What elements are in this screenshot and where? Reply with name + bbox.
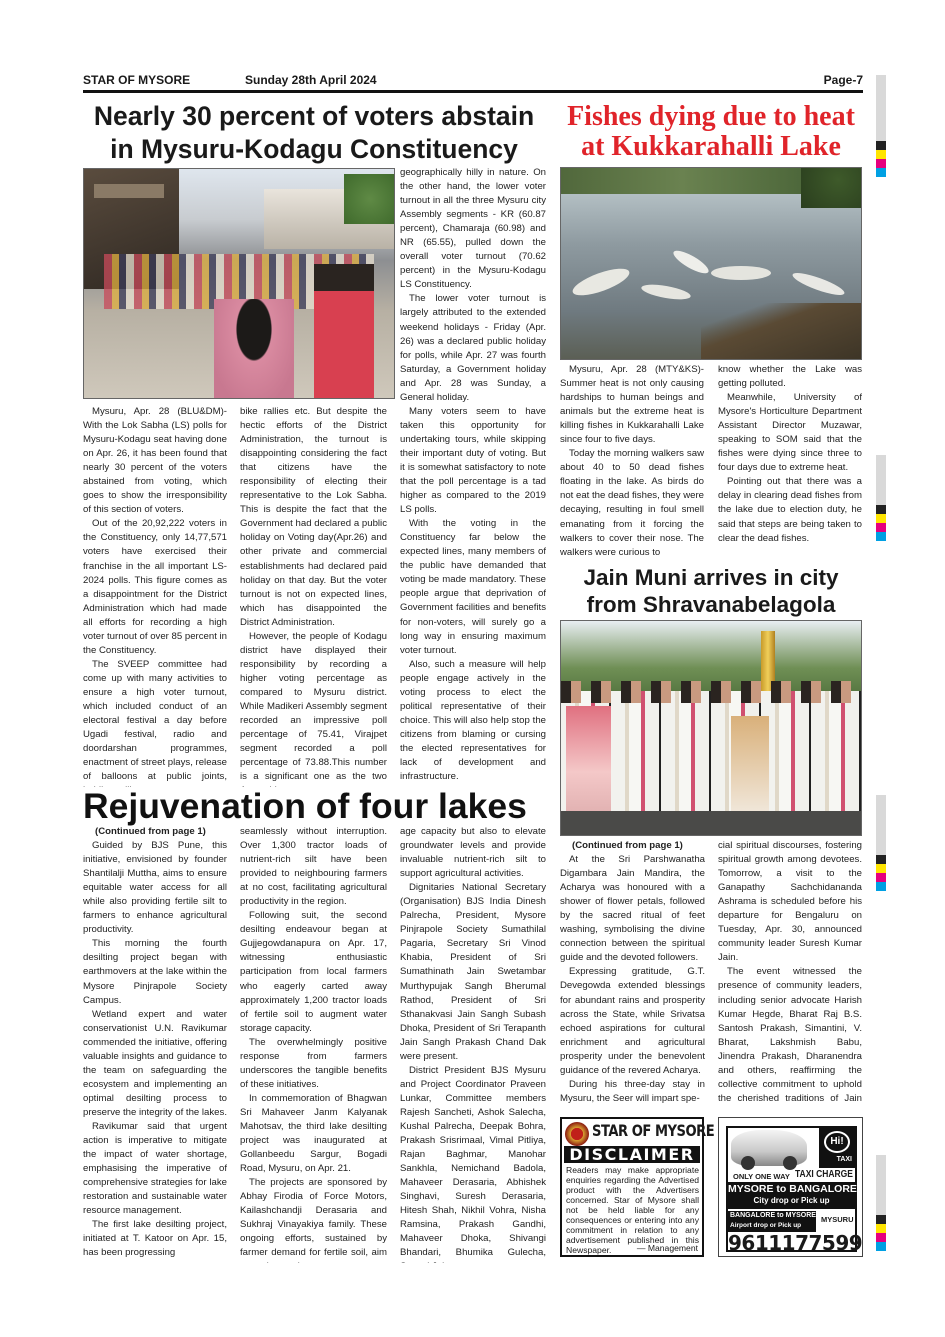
headline-line: Jain Muni arrives in city: [583, 565, 839, 590]
paragraph: cial spiritual discourses, fostering spiritual growth among devotees. Tomorrow, a visit to the Ganapathy Sachchidananda Ashrama is scheduled before his departure for Bengaluru on Tuesday, Apr. 30, announced community leader Suresh Kumar Jain.: [718, 840, 862, 964]
headline-fishes: [556, 102, 866, 162]
city-text: MYSURU: [821, 1215, 854, 1224]
paragraph: Ravikumar said that urgent action is imperative to mitigate the impact of water shortage, emphasising the imperative of comprehensive strategies for lake restoration and sustainable water resource management.: [83, 1120, 227, 1217]
hi-logo-text: Hi!: [824, 1131, 850, 1153]
lakes-column-2: [240, 825, 387, 1263]
lakes-column-3: [400, 825, 546, 1263]
ad-body: Readers may make appropriate enquiries regarding the Advertised product with the Advertisers concerned. Star of Mysore shall not be held liable for any consequences or entering into any commitment in relation to any advertisement published in this Newspaper.: [566, 1165, 699, 1255]
headline-line: Fishes dying due to heat: [567, 101, 855, 132]
paragraph: Today the morning walkers saw about 40 to 50 dead fishes floating in the lake. As birds do not eat the dead fishes, they were decaying, resulting in foul smell emanating from it forcing the walkers to cover their nose. The walkers were curious to: [560, 448, 704, 558]
paragraph: During his three-day stay in Mysuru, the Seer will impart spe-: [560, 1078, 705, 1104]
disclaimer-ad: [560, 1117, 715, 1257]
paragraph: In commemoration of Bhagwan Sri Mahaveer Janm Kalyanak Mahotsav, the third lake desilting project was inaugurated at Gollanbeedu Sargur, Bogadi Road, Mysuru, on Apr. 21.: [240, 1092, 387, 1175]
paragraph: know whether the Lake was getting polluted.: [718, 364, 862, 390]
paragraph: The projects are sponsored by Abhay Firodia of Force Motors, Kailashchandji Derasaria and Sukhraj Vinayakiya family. These ongoing efforts, sustained by farmer demand for fertile soil, aim: [240, 1177, 387, 1259]
paragraph: The first lake desilting project, initiated at T. Katoor on Apr. 15, has been progressing: [83, 1219, 227, 1259]
ad-signoff: — Management: [636, 1243, 698, 1253]
fishes-column-1: [560, 363, 704, 561]
paragraph: The lower voter turnout is largely attributed to the extended weekend holidays - Friday (Apr. 26) was a declared public holiday for polls, while Apr. 27 was fourth Saturday, a Government holiday and Apr. 28 was Sunday, a General holiday.: [400, 293, 546, 403]
paragraph: Meanwhile, University of Mysore's Horticulture Department Assistant Director Muzawar, speaking to SOM said that the fishes were dying since three to four days due to extreme heat.: [718, 392, 862, 474]
headline-line: in Mysuru-Kodagu Constituency: [110, 134, 518, 164]
lakes-paragraphs: [83, 839, 227, 1260]
paragraph: Expressing gratitude, G.T. Devegowda extended blessings for abundant rains and prosperity across the State, while Srivatsa echoed aspirations for cultural enrichment and agricultural prosperity under the benevolent guidance of the revered Acharya.: [560, 966, 705, 1076]
paper-name: STAR OF MYSORE: [83, 73, 191, 87]
taxi-ad: [718, 1117, 863, 1257]
paragraph: age capacity but also to elevate groundwater levels and provide invaluable nutrient-rich silt to support agricultural activities.: [400, 826, 546, 880]
registration-strip: [876, 1155, 886, 1251]
route-bangalore-mysore: [728, 1211, 816, 1232]
issue-date: Sunday 28th April 2024: [245, 73, 377, 87]
paragraph: However, the people of Kodagu district have displayed their responsibility by recording a higher voting percentage as compared to Mysuru district. While Madikeri Assembly segment recorded an impressive poll percentage of 75.41, Virajpet segment recorded a poll percentage of 73.88.This number is a significant one as the two: [240, 630, 387, 783]
paragraph: Also, such a measure will help people engage actively in the voting process to elect the political representative of their choice. This will also help stop the citizens from blaming or cursing the elected representatives for lack of development and infrastructure.: [400, 658, 546, 783]
paragraph: The event witnessed the presence of community leaders, including senior advocate Harish Kumar Hegde, Bharat Raj B.S. Santosh Prakash, Simantini, V. Bharat, Lakshmish Babu, Jinendra Prakash, Dharanendra and others, reaffirming the collective commitment to uphold the cherished traditions of Jain: [718, 966, 862, 1104]
masthead: [83, 73, 863, 91]
route-mysore-bangalore: [728, 1182, 855, 1209]
phone-number[interactable]: 9611177599: [728, 1231, 863, 1255]
paragraph: Mysuru, Apr. 28 (BLU&DM)- With the Lok Sabha (LS) polls for Mysuru-Kodagu seat having done on Apr. 26, it has been found that nearly 30 percent of the voters abstained from voting, which goes to show the irresponsibility of this section of voters.: [83, 406, 227, 516]
paragraph: Dignitaries National Secretary (Organisation) BJS India Dinesh Palrecha, President, Mysore Pinjrapole Society Sumathilal Pagaria, Secretary Sri Vinod Khabia, President of Sri Sumathinath Jain Swetambar Murthypujak Sangh Bherumal Rathod, President of Sri Sthanakvasi Jain Sangh Subash Dhoka, President of Sri Terapanth Jain Sangh Prakash Chand Dak were present.: [400, 882, 546, 1062]
continued-note: (Continued from page 1): [95, 826, 206, 837]
paragraph: Following suit, the second desilting endeavour began at Gujjegowdanapura on Apr. 17, witnessing enthusiastic participation from local farmers who eagerly carted away approximately 1,200 tractor loads of fertile soil to augment water storage capacity.: [240, 910, 387, 1034]
route1-text: MYSORE to BANGALORE: [728, 1183, 857, 1195]
voters-column-2: [240, 405, 387, 787]
car-icon: [731, 1130, 807, 1166]
taxi-logo-text: TAXI: [836, 1156, 852, 1163]
headline-voters: [80, 100, 548, 166]
registration-strip: [876, 75, 886, 177]
fishes-column-2: [718, 363, 862, 561]
registration-strip: [876, 455, 886, 541]
route2-sub-text: Airport drop or Pick up: [730, 1222, 802, 1229]
headline-line: Nearly 30 percent of voters abstain: [93, 101, 535, 131]
paragraph: District President BJS Mysuru and Project Coordinator Praveen Lunkar, Committee members Rajesh Sancheti, Ashok Salecha, Kushal Palrecha, Deepak Bohra, Prakash Srisrimaal, Vimal Pitliya, Rajan Baghmar, Manohar Sankhla, Nemichand Badola, Mahaveer Derasaria, Abhishek Singhavi, Suresh Derasaria, Hitesh Shah, Nikhil Vohra, Nisha Ramsina, Prakash Gandhi, Mahaveer Dhoka, Shivangi Bhandari, Bhumika Gulecha,: [400, 1064, 546, 1259]
paragraph: Pointing out that there was a delay in clearing dead fishes from the lake due to election duty, he said that steps are being taken to clear the dead fishes.: [718, 476, 862, 544]
headline-line: from Shravanabelagola: [586, 592, 836, 617]
paragraph: With the voting in the Constituency far below the expected lines, many members of the public have demanded that voting be made mandatory. These people argue that deprivation of Government facilities and benefits for non-voters, will surely go a long way in ensuring maximum voter turnout.: [400, 518, 546, 656]
star-of-mysore-emblem-icon: [565, 1122, 589, 1146]
route1-sub-text: City drop or Pick up: [753, 1196, 830, 1205]
registration-strip: [876, 795, 886, 891]
paragraph: Out of the 20,92,222 voters in the Constituency, only 14,77,571 voters have exercised their franchise in the all important LS-2024 polls. This figure comes as a disappointment for the District Administration which had made all efforts for recording a high voter turnout of over 85 percent in the Constituency.: [83, 518, 227, 656]
headline-jain: [556, 564, 866, 618]
paragraph: Wetland expert and water conservationist U.N. Ravikumar commended the initiative, offering valuable insights and guidance to the team on safeguarding the ecosystem and implementing an optimal desilting process to preserve the integrity of the lakes.: [83, 1008, 227, 1118]
masthead-rule: [83, 90, 863, 93]
voters-column-3: [400, 166, 546, 787]
paragraph: This morning the fourth desilting project began with earthmovers at the lake within the Mysore Pinjrapole Society Campus.: [83, 938, 227, 1006]
paragraph: At the Sri Parshwanatha Digambara Jain Mandira, the Acharya was honoured with a shower of flower petals, followed by the sacred ritual of feet washing, symbolising the divine connection between the spiritual guide and the devoted followers.: [560, 854, 705, 964]
paragraph: bike rallies etc. But despite the hectic efforts of the District Administration, the turnout is disappointing considering the fact that citizens have the responsibility of electing their representative to the Lok Sabha. This is despite the fact that the Government had declared a public holiday on Voting day(Apr.26) and other private and commercial establishments had declared paid holiday on that day. But the voter turnout is not on expected lines, which has disappointed the District Administration.: [240, 406, 387, 628]
jain-paragraphs: [560, 853, 705, 1106]
lakes-column-1: [83, 825, 227, 1263]
one-way-text: ONLY ONE WAY: [733, 1172, 790, 1181]
paragraph: geographically hilly in nature. On the other hand, the lower voter turnout in all the three Mysuru city Assembly segments - KR (60.87 percent), Chamaraja (60.98) and NR (65.55), pulled down the overall voter turnout (70.62 percent) in the Mysuru-Kodagu LS Constituency.: [400, 167, 546, 291]
taxi-charge-text: TAXI CHARGE: [795, 1169, 853, 1180]
jain-column-1: [560, 839, 705, 1107]
paragraph: Many voters seem to have taken this opportunity for undertaking tours, while skipping their important duty of voting. But it is somewhat satisfactory to note that the poll percentage is a tad higher as compared to the 2019 LS polls.: [400, 405, 546, 516]
photo-dead-fishes-lake: [560, 167, 862, 360]
paragraph: Guided by BJS Pune, this initiative, envisioned by founder Shantilalji Muttha, aims to ensure equitable water access for all while also providing fertile silt to farmers to enhance agricultural productivity.: [83, 840, 227, 936]
paragraph: seamlessly without interruption. Over 1,300 tractor loads of nutrient-rich silt have been provided to neighbouring farmers at no cost, facilitating agricultural productivity in the region.: [240, 826, 387, 908]
paragraph: The overwhelmingly positive response from farmers underscores the tangible benefits of these initiatives.: [240, 1036, 387, 1090]
photo-voters-queue: [83, 168, 395, 399]
continued-note: (Continued from page 1): [572, 840, 683, 851]
ad-brand: STAR OF MYSORE: [592, 1121, 715, 1140]
headline-lakes: Rejuvenation of four lakes: [83, 786, 527, 826]
paragraph: Mysuru, Apr. 28 (MTY&KS)- Summer heat is not only causing hardships to human beings and animals but the extreme heat is killing fishes in Kukkarahalli Lake since four to five days.: [560, 364, 704, 446]
jain-column-2: [718, 839, 862, 1107]
paragraph: The SVEEP committee had come up with many activities to ensure a high voter turnout, which included conduct of an electoral festival a day before Ugadi festival, radio and doordarshan programmes, enactment of street plays, release of balloons at public joints,: [83, 658, 227, 783]
page-number: Page-7: [823, 73, 863, 87]
headline-line: at Kukkarahalli Lake: [581, 131, 841, 162]
route2-text: BANGALORE to MYSORE: [730, 1212, 816, 1219]
ad-title: DISCLAIMER: [564, 1146, 700, 1163]
voters-column-1: [83, 405, 227, 787]
hi-taxi-logo: [819, 1128, 855, 1168]
photo-jain-muni-procession: [560, 620, 862, 836]
